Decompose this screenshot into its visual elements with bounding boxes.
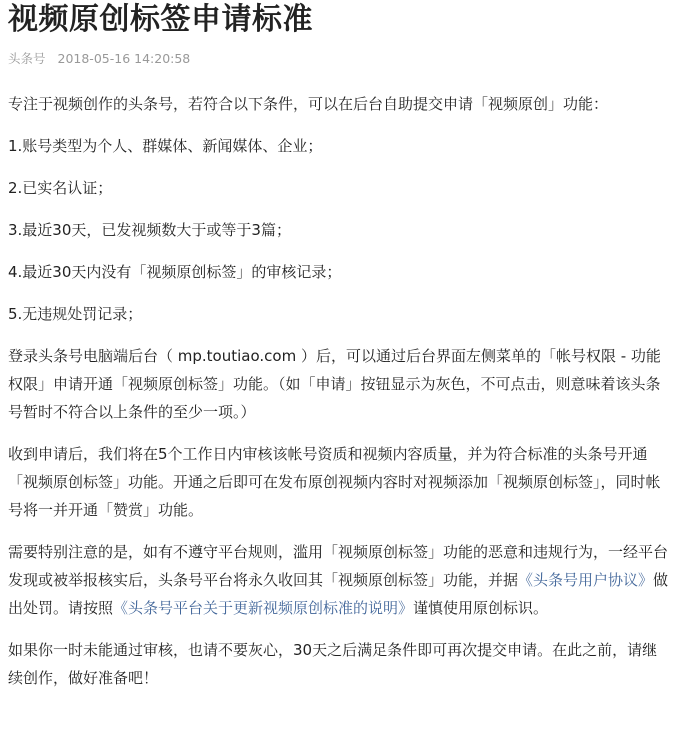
closing-paragraph: 如果你一时未能通过审核，也请不要灰心，30天之后满足条件即可再次提交申请。在此之前，请继续创作，做好准备吧！: [8, 641, 658, 687]
condition-item: 2.已实名认证；: [8, 179, 113, 197]
article-source: 头条号: [8, 51, 46, 66]
article-title: 视频原创标签申请标准: [8, 2, 313, 37]
article-timestamp: 2018-05-16 14:20:58: [57, 51, 191, 66]
login-paragraph: 登录头条号电脑端后台（ mp.toutiao.com ）后，可以通过后台界面左侧菜单的「帐号权限 - 功能权限」申请开通「视频原创标签」功能。（如「申请」按钮显示为灰色，不可点击，则意味着该头条号暂时不符合以上条件的至少一项。）: [8, 347, 661, 421]
notice-text: 需要特别注意的是，如有不遵守平台规则，滥用「视频原创标签」功能的恶意和违规行为，一经平台发现或被举报核实后，头条号平台将永久收回其「视频原创标签」功能，并据: [8, 543, 669, 589]
review-paragraph: 收到申请后，我们将在5个工作日内审核该帐号资质和视频内容质量，并为符合标准的头条号开通「视频原创标签」功能。开通之后即可在发布原创视频内容时对视频添加「视频原创标签」，同时帐号将一并开通「赞赏」功能。: [8, 445, 661, 519]
originality-standard-link[interactable]: 《头条号平台关于更新视频原创标准的说明》: [113, 599, 414, 617]
condition-item: 5.无违规处罚记录；: [8, 305, 143, 323]
notice-paragraph: [8, 538, 671, 622]
notice-text: 做出处罚。请按照: [8, 571, 669, 617]
article-body: [8, 90, 671, 692]
condition-item: 4.最近30天内没有「视频原创标签」的审核记录；: [8, 263, 342, 281]
article-meta: [8, 50, 671, 68]
condition-item: 3.最近30天，已发视频数大于或等于3篇；: [8, 221, 291, 239]
notice-text: 谨慎使用原创标识。: [413, 599, 549, 617]
condition-item: 1.账号类型为个人、群媒体、新闻媒体、企业；: [8, 137, 323, 155]
intro-paragraph: 专注于视频创作的头条号，若符合以下条件，可以在后台自助提交申请「视频原创」功能：: [8, 95, 609, 113]
user-agreement-link[interactable]: 《头条号用户协议》: [518, 571, 654, 589]
